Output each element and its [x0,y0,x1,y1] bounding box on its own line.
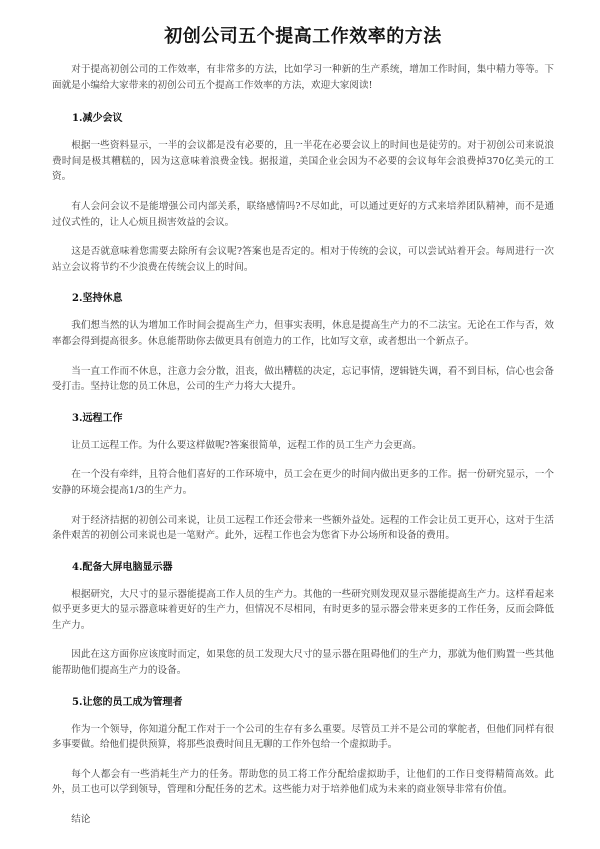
body-paragraph: 当一直工作而不休息，注意力会分散，沮丧，做出糟糕的决定，忘记事情，逻辑链失调，看不到目标，信心也会备受打击。坚持让您的员工休息，公司的生产力将大大提升。 [52,365,554,393]
body-paragraph: 每个人都会有一些消耗生产力的任务。帮助您的员工将工作分配给虚拟助手，让他们的工作日变得精简高效。此外，员工也可以学到领导，管理和分配任务的艺术。这些能力对于培养他们成为未来的商业领导非常有价值。 [52,768,554,796]
body-paragraph: 根据研究，大尺寸的显示器能提高工作人员的生产力。其他的一些研究则发现双显示器能提高生产力。这样看起来似乎更多更大的显示器意味着更好的生产力，但情况不尽相同，有时更多的显示器会带来更多的工作任务，反而会降低生产力。 [52,588,554,631]
body-paragraph: 有人会问会议不是能增强公司内部关系，联络感情吗?不尽如此，可以通过更好的方式来培养团队精神，而不是通过仪式性的，让人心烦且损害效益的会议。 [52,200,554,228]
body-paragraph: 这是否就意味着您需要去除所有会议呢?答案也是否定的。相对于传统的会议，可以尝试站着开会。每周进行一次站立会议将节约不少浪费在传统会议上的时间。 [52,246,554,273]
section-5 [52,693,554,798]
body-paragraph: 根据一些资料显示，一半的会议都是没有必要的，且一半花在必要会议上的时间也是徒劳的。对于初创公司来说浪费时间是极其糟糕的，因为这意味着浪费金钱。据报道，美国企业会因为不必要的会议每年会浪费掉370亿美元的工资。 [52,140,554,183]
body-paragraph: 让员工远程工作。为什么要这样做呢?答案很简单，远程工作的员工生产力会更高。 [71,439,422,451]
section-3 [52,409,554,544]
body-paragraph: 因此在这方面你应该度时而定，如果您的员工发现大尺寸的显示器在阻碍他们的生产力，那就为他们购置一些其他能帮助他们提高生产力的设备。 [52,649,554,677]
section-1 [52,109,554,275]
body-paragraph: 我们想当然的认为增加工作时间会提高生产力，但事实表明，休息是提高生产力的不二法宝。无论在工作与否，效率都会得到提高很多。休息能帮助你去做更具有创造力的工作，比如写文章，或者想出一个新点子。 [52,320,554,347]
page-title: 初创公司五个提高工作效率的方法 [164,26,442,47]
section-4 [52,558,554,679]
intro-paragraph: 对于提高初创公司的工作效率，有非常多的方法，比如学习一种新的生产系统，增加工作时间，集中精力等等。下面就是小编给大家带来的初创公司五个提高工作效率的方法，欢迎大家阅读! [52,64,554,91]
section-2 [52,289,554,394]
body-paragraph: 对于经济拮据的初创公司来说，让员工远程工作还会带来一些额外益处。远程的工作会让员工更开心，这对于生活条件艰苦的初创公司来说也是一笔财产。此外，远程工作也会为您省下办公场所和设备的费用。 [52,514,554,542]
section-heading: 5.让您的员工成为管理者 [72,696,183,708]
section-heading: 4.配备大屏电脑显示器 [72,561,173,573]
body-paragraph: 在一个没有牵绊，且符合他们喜好的工作环境中，员工会在更少的时间内做出更多的工作。据一份研究显示，一个安静的环境会提高1/3的生产力。 [52,469,554,496]
section-heading: 3.远程工作 [72,412,123,424]
section-heading: 2.坚持休息 [72,293,123,305]
conclusion-label: 结论 [71,814,91,826]
body-paragraph: 作为一个领导，你知道分配工作对于一个公司的生存有多么重要。尽管员工并不是公司的掌舵者，但他们同样有很多事要做。给他们提供预算，将那些浪费时间且无聊的工作外包给一个虚拟助手。 [52,723,554,751]
section-heading: 1.减少会议 [72,113,123,125]
